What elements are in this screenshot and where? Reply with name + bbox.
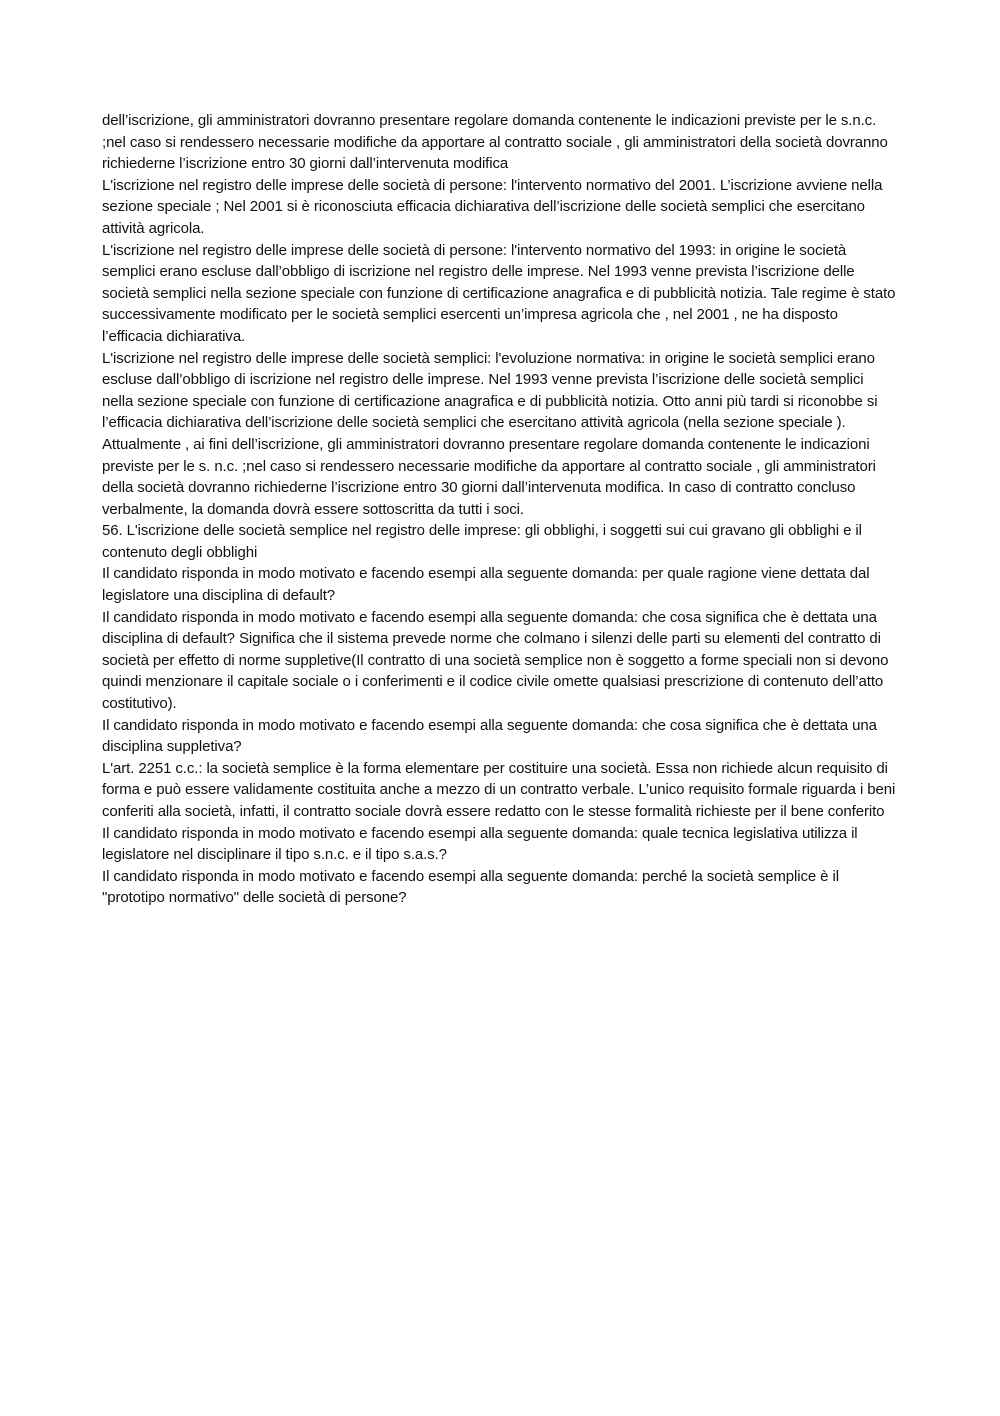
paragraph-question-56: 56. L'iscrizione delle società semplice nel registro delle imprese: gli obblighi, i soggetti sui cui gravano gli obblighi e il contenuto degli obblighi xyxy=(102,522,862,561)
paragraph-intervento-1993: L'iscrizione nel registro delle imprese delle società di persone: l'intervento normativo del 1993: in origine le società semplici erano escluse dall’obbligo di iscrizione nel registro delle imprese. Nel 1993 venne prevista l’iscrizione delle società semplici nella sezione speciale con funzione di certificazione anagrafica e di pubblicità notizia. Tale regime è stato successivamente modificato per le società semplici esercenti un’impresa agricola che , nel 2001 , ne ha disposto l’efficacia dichiarativa. xyxy=(102,241,896,345)
paragraph-iscrizione-domanda: dell’iscrizione, gli amministratori dovranno presentare regolare domanda contenente le indicazioni previste per le s.n.c. ;nel caso si rendessero necessarie modifiche da apportare al contratto sociale , gli amministratori della società dovranno richiederne l’iscrizione entro 30 giorni dall’intervenuta modifica xyxy=(102,112,888,173)
paragraph-question-tecnica-legislativa: Il candidato risponda in modo motivato e facendo esempi alla seguente domanda: quale tecnica legislativa utilizza il legislatore nel disciplinare il tipo s.n.c. e il tipo s.a.s.? xyxy=(102,824,858,864)
paragraph-art-2251: L'art. 2251 c.c.: la società semplice è la forma elementare per costituire una società. Essa non richiede alcun requisito di forma e può essere validamente costituita anche a mezzo di un contratto verbale. L’unico requisito formale riguarda i beni conferiti alla società, infatti, il contratto sociale dovrà essere redatto con le stesse formalità richieste per il bene conferito xyxy=(102,759,896,820)
paragraph-question-default-meaning: Il candidato risponda in modo motivato e facendo esempi alla seguente domanda: che cosa significa che è dettata una disciplina di default? Significa che il sistema prevede norme che colmano i silenzi delle parti su elementi del contratto di società per effetto di norme suppletive(Il contratto di una società semplice non è soggetto a forme speciali non si devono quindi menzionare il capitale sociale o i conferimenti e il codice civile omette qualsiasi prescrizione di contenuto dell’atto costitutivo). xyxy=(102,608,889,713)
paragraph-question-default-reason: Il candidato risponda in modo motivato e facendo esempi alla seguente domanda: per quale ragione viene dettata dal legislatore una disciplina di default? xyxy=(102,565,870,605)
paragraph-evoluzione-normativa: L'iscrizione nel registro delle imprese delle società semplici: l'evoluzione normativa: in origine le società semplici erano escluse dall’obbligo di iscrizione nel registro delle imprese. Nel 1993 venne prevista l’iscrizione delle società semplici nella sezione speciale con funzione di certificazione anagrafica e di pubblicità notizia. Otto anni più tardi si riconobbe si l’efficacia dichiarativa dell’iscrizione delle società semplici che esercitano attività agricola (nella sezione speciale ). Attualmente , ai fini dell’iscrizione, gli amministratori dovranno presentare regolare domanda contenente le indicazioni previste per le s. n.c. ;nel caso si rendessero necessarie modifiche da apportare al contratto sociale , gli amministratori della società dovranno richiederne l’iscrizione entro 30 giorni dall’intervenuta modifica. In caso di contratto concluso verbalmente, la domanda dovrà essere sottoscritta da tutti i soci. xyxy=(102,349,878,518)
paragraph-intervento-2001: L'iscrizione nel registro delle imprese delle società di persone: l'intervento normativo del 2001. L’iscrizione avviene nella sezione speciale ; Nel 2001 si è riconosciuta efficacia dichiarativa dell’iscrizione delle società semplici che esercitano attività agricola. xyxy=(102,176,883,237)
paragraph-question-suppletiva: Il candidato risponda in modo motivato e facendo esempi alla seguente domanda: che cosa significa che è dettata una disciplina suppletiva? xyxy=(102,716,877,756)
page-header-mark: ····· xyxy=(493,0,507,3)
document-body xyxy=(102,110,898,909)
paragraph-question-prototipo: Il candidato risponda in modo motivato e facendo esempi alla seguente domanda: perché la società semplice è il "prototipo normativo" delle società di persone? xyxy=(102,867,839,907)
